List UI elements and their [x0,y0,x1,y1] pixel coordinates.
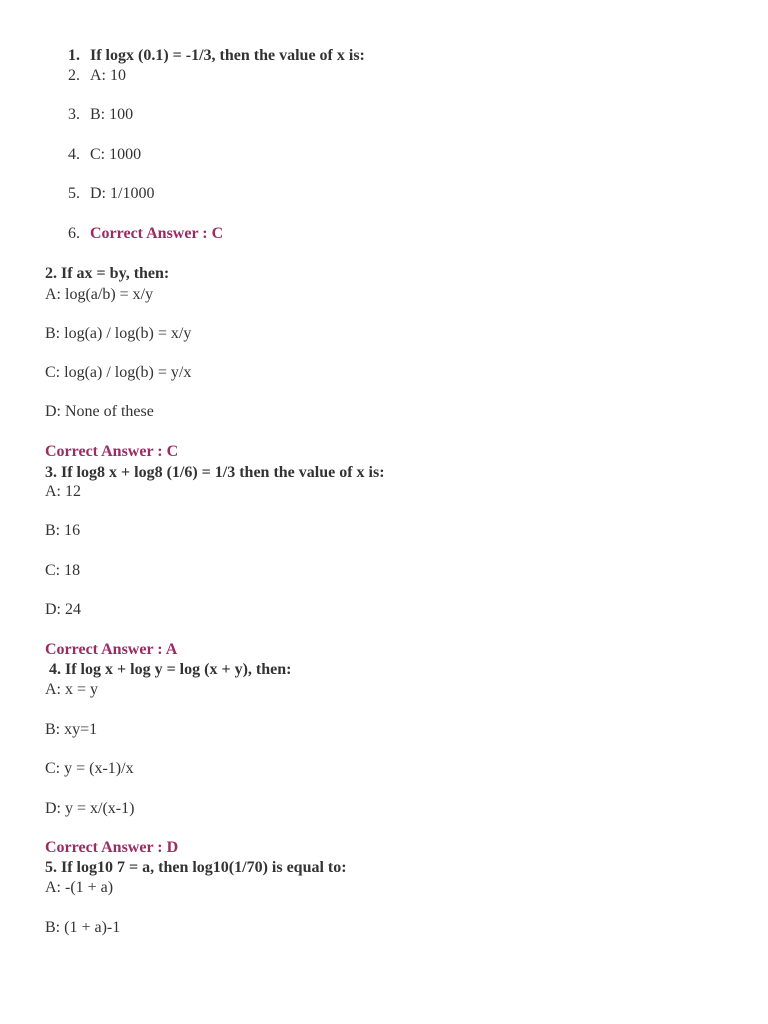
list-number: 4. [68,146,80,163]
q4-question: 4. If log x + log y = log (x + y), then: [49,661,292,678]
q4-option-b: B: xy=1 [45,721,98,738]
list-number: 3. [68,106,80,123]
q1-question-item [68,46,365,66]
q3-option-a: A: 12 [45,483,81,500]
list-number: 1. [68,47,80,64]
option-text: A: 10 [90,67,126,84]
option-text: D: 1/1000 [90,185,155,202]
q3-option-d: D: 24 [45,601,81,618]
q1-option-b [68,105,134,125]
q2-question: 2. If ax = by, then: [45,265,170,282]
q1-option-d [68,184,155,204]
q5-option-b: B: (1 + a)-1 [45,919,121,936]
q2-option-d: D: None of these [45,403,154,420]
option-text: C: 1000 [90,146,142,163]
q4-option-d: D: y = x/(x-1) [45,800,135,817]
q1-option-c [68,145,142,165]
list-number: 5. [68,185,80,202]
q3-option-b: B: 16 [45,522,81,539]
q4-correct-answer: Correct Answer : D [45,839,179,856]
option-text: B: 100 [90,106,134,123]
q2-option-b: B: log(a) / log(b) = x/y [45,325,192,342]
q3-option-c: C: 18 [45,562,81,579]
q1-correct-answer [68,224,224,244]
q2-option-a: A: log(a/b) = x/y [45,286,154,303]
q1-option-a [68,66,126,86]
q5-question: 5. If log10 7 = a, then log10(1/70) is equal to: [45,859,347,876]
q2-option-c: C: log(a) / log(b) = y/x [45,364,192,381]
q4-option-c: C: y = (x-1)/x [45,760,134,777]
correct-answer-text: Correct Answer : C [90,225,224,242]
q2-correct-answer: Correct Answer : C [45,443,179,460]
list-number: 6. [68,225,80,242]
q1-question-text: If logx (0.1) = -1/3, then the value of x is: [90,47,365,64]
list-number: 2. [68,67,80,84]
q3-correct-answer: Correct Answer : A [45,641,178,658]
q3-question: 3. If log8 x + log8 (1/6) = 1/3 then the value of x is: [45,464,385,481]
q4-option-a: A: x = y [45,681,99,698]
q5-option-a: A: -(1 + a) [45,879,114,896]
